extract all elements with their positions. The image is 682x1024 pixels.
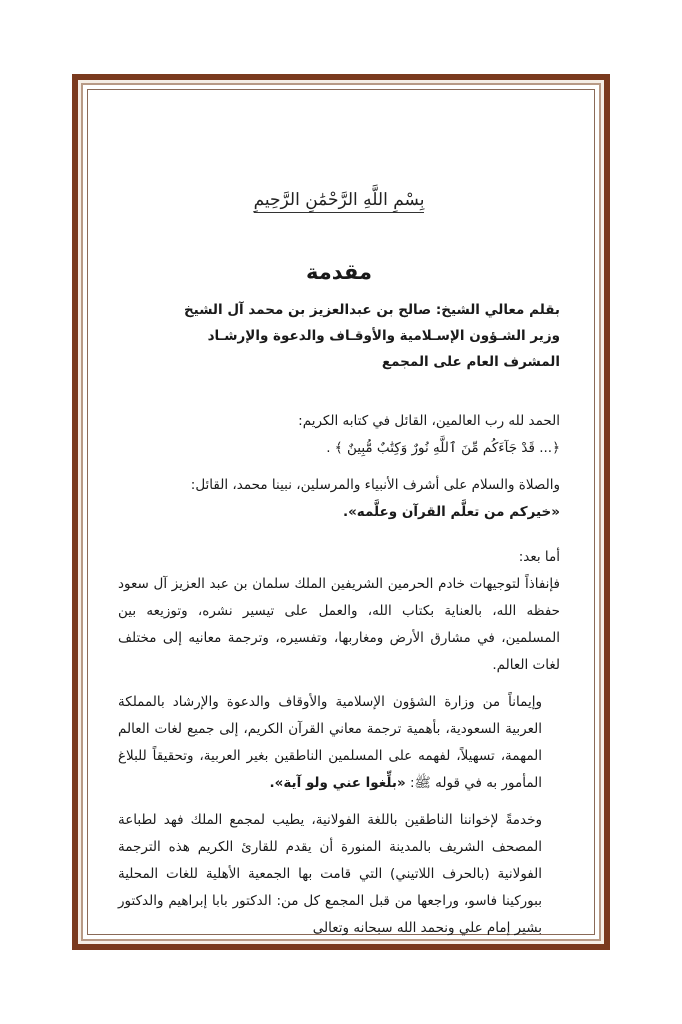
- page-border-outer: [72, 74, 610, 950]
- basmala-underline: [254, 212, 424, 213]
- praise-line: الحمد لله رب العالمين، القائل في كتابه الكريم:: [298, 413, 560, 429]
- paragraph-king-directives: فإنفاذاً لتوجيهات خادم الحرمين الشريفين الملك سلمان بن عبد العزيز آل سعود حفظه الله، بالعناية بكتاب الله، والعمل على تيسير نشره، وتوزيعه بين المسلمين، في مشارق الأرض ومغاربها، وتفسيره، وترجمة معانيه إلى مختلف لغات العالم.: [118, 576, 560, 673]
- author-line-1: بقلم معالي الشيخ: صالح بن عبدالعزيز بن محمد آل الشيخ: [183, 302, 560, 318]
- hadith-convey: «بلِّغوا عني ولو آية».: [269, 775, 406, 791]
- body-text: [118, 408, 560, 942]
- basmala-calligraphy: [118, 190, 560, 213]
- author-line-3: المشرف العام على المجمع: [381, 354, 560, 370]
- paragraph-fulani-translation: وخدمةً لإخواننا الناطقين باللغة الفولانية، يطيب لمجمع الملك فهد لطباعة المصحف الشريف بالمدينة المنورة أن يقدم للقارئ الكريم هذه الترجمة الفولانية (بالحرف اللاتيني) التي قامت بها الجمعية الأهلية للغات المحلية ببوركينا فاسو، وراجعها من قبل المجمع كل من: الدكتور بابا إبراهيم والدكتور بشير إمام علي ونحمد الله سبحانه وتعالى: [118, 812, 542, 936]
- author-line-2: وزير الشـؤون الإسـلامية والأوقـاف والدعوة والإرشـاد: [207, 328, 560, 344]
- page-border-inner: [87, 89, 595, 935]
- amma-baad: أما بعد:: [518, 549, 560, 565]
- page-content: [118, 90, 560, 934]
- salutation-line: والصلاة والسلام على أشرف الأنبياء والمرسلين، نبينا محمد، القائل:: [190, 477, 560, 493]
- hadith-quote: «خيركم من تعلَّم القرآن وعلَّمه».: [342, 504, 560, 520]
- page-title: مقدمة: [306, 260, 372, 284]
- paragraph-ministry: [118, 689, 560, 797]
- page-border-middle: [81, 83, 601, 941]
- author-block: [118, 297, 560, 375]
- quran-verse: ﴿... قَدْ جَآءَكُم مِّنَ ٱللَّهِ نُورٌ وَكِتَٰبٌ مُّبِينٌ ﴾ .: [326, 440, 560, 456]
- paragraph-ministry-text: وإيماناً من وزارة الشؤون الإسلامية والأوقاف والدعوة والإرشاد بالمملكة العربية السعودية، بأهمية ترجمة معاني القرآن الكريم، إلى جميع لغات العالم المهمة، تسهيلاً، لفهمه على المسلمين الناطقين بغير العربية، وتحقيقاً للبلاغ المأمور به في قوله ﷺ:: [118, 694, 542, 791]
- basmala-text: بِسْمِ اللَّهِ الرَّحْمَٰنِ الرَّحِيمِ: [253, 190, 425, 210]
